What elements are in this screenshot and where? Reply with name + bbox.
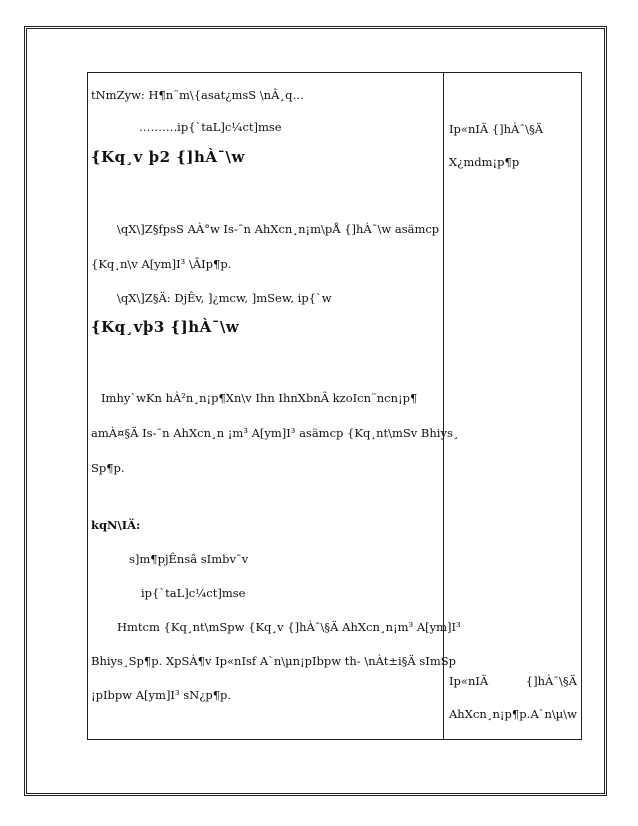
appreciation-label: A`n\µ\w — [530, 707, 577, 721]
closing-line2: Bhiys¸Sp¶p. XpSÀ¶v Ip«nIsf A`n\µn¡pIbpw th- \nÀt±i§Ä sImSp — [91, 654, 456, 668]
activities-label: {]hÀ¯\§Ä — [525, 674, 577, 688]
word-list: \qX\]Z§Ä: DjÊv, ]¿mcw, ]mSew, ip{`w — [117, 291, 332, 305]
student-label: Ip«nIÄ — [449, 674, 489, 688]
group2-heading: {Kq¸v þ2 {]hÀ¯\w — [91, 148, 245, 166]
student-activity-bottom-line1 — [449, 674, 577, 688]
student-activity-top-line1: Ip«nIÄ {]hÀ¯\§Ä — [449, 122, 544, 136]
poem-line: ……….ip{`taL]c¼ct]mse — [139, 120, 282, 134]
student-activity-top-line2: X¿mdm¡p¶p — [449, 155, 520, 169]
group3-activity-line1: Imhy`wKn hÀ²n¸n¡p¶Xn\v Ihn IhnXbnÂ kzoIcn¨ncn¡p¶ — [101, 391, 418, 405]
lesson-table — [87, 72, 582, 740]
hint-item-2: ip{`taL]c¼ct]mse — [141, 586, 246, 600]
group3-activity-line3: Sp¶p. — [91, 461, 125, 475]
group3-heading: {Kq¸vþ3 {]hÀ¯\w — [91, 318, 240, 336]
column-divider — [443, 72, 444, 740]
hint-item-1: s]m¶pjÊnsâ sImbv¯v — [129, 552, 249, 566]
group2-activity-line1: \qX\]Z§fpsS AÀ°w Is-¯n AhXcn¸n¡m\pÅ {]hÀ¯\w asämcp — [117, 222, 440, 236]
student-activity-bottom-line2 — [449, 707, 577, 721]
group2-activity-line2: {Kq¸n\v A[ym]I³ \ÂIp¶p. — [91, 257, 232, 271]
intro-line: tNmZyw: H¶n¨m\{asat¿msS \nÂ¸q… — [91, 88, 304, 102]
closing-line3: ¡pIbpw A[ym]I³ sN¿p¶p. — [91, 688, 232, 702]
present-label: AhXcn¸n¡p¶p. — [449, 707, 531, 721]
hints-heading: kqN\IÄ: — [91, 518, 141, 532]
group3-activity-line2: amÀ¤§Ä Is-¯n AhXcn¸n ¡m³ A[ym]I³ asämcp {Kq¸nt\mSv Bhiys¸ — [91, 426, 459, 440]
closing-line1: Hmtcm {Kq¸nt\mSpw {Kq¸v {]hÀ¯\§Ä AhXcn¸n¡m³ A[ym]I³ — [117, 620, 461, 634]
